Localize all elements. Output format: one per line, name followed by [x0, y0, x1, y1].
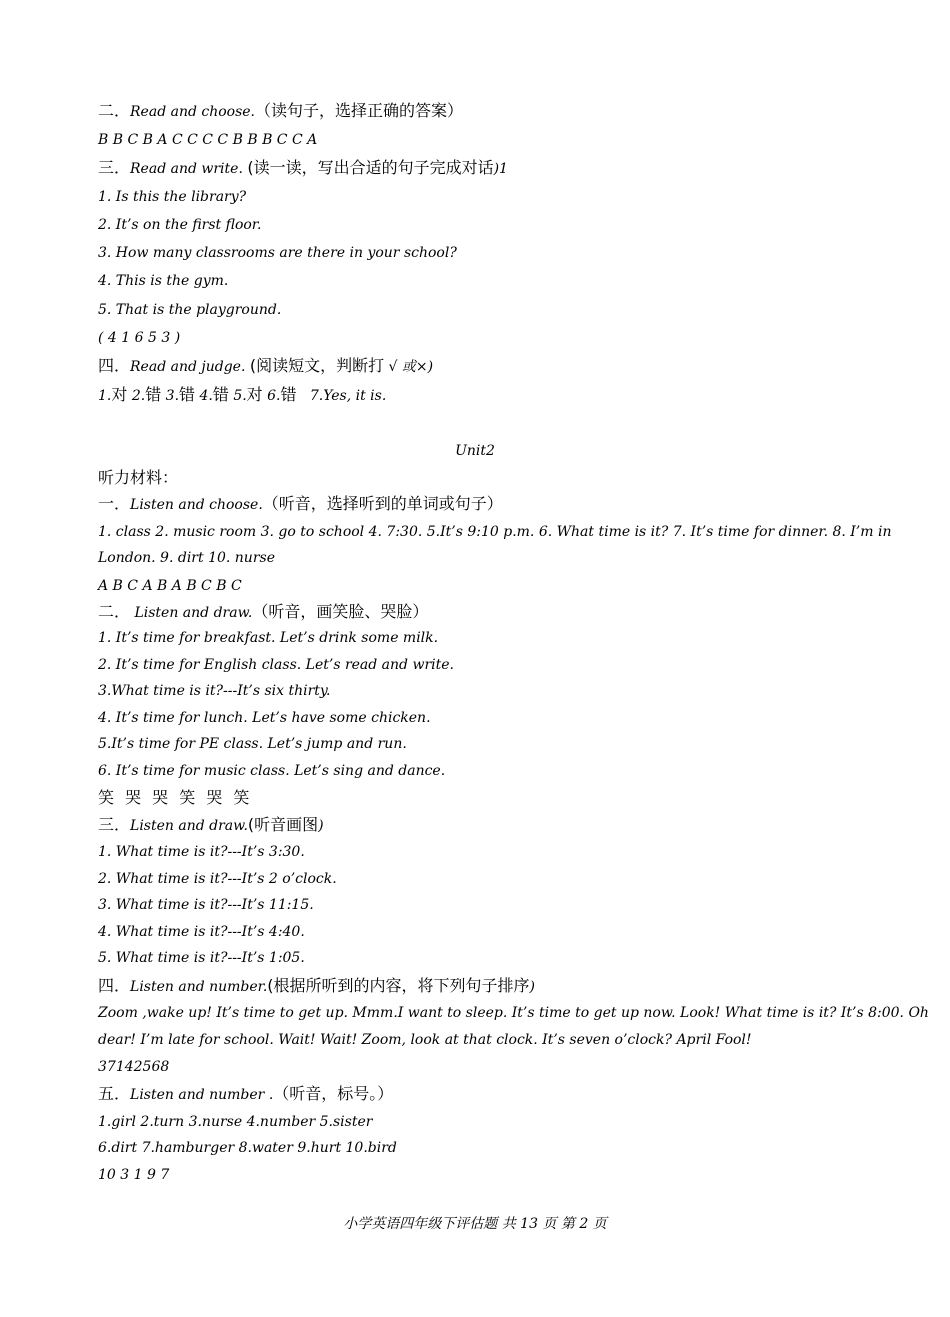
sentence-line: dear! I’m late for school. Wait! Wait! Zoom, look at that clock. It’s seven o’clock? April Fool! — [98, 1032, 752, 1048]
answer-line: A B C A B A B C B C — [98, 578, 242, 594]
section-heading: 四．Listen and number.(根据所听到的内容，将下列句子排序) — [98, 976, 536, 995]
sentence-line: 1. What time is it?---It’s 3:30. — [98, 844, 305, 860]
sentence-line: 1. Is this the library? — [98, 189, 247, 205]
sentence-line: 2. It’s on the first floor. — [98, 217, 262, 233]
sentence-line: 2. It’s time for English class. Let’s read and write. — [98, 657, 454, 673]
sentence-line: 4. What time is it?---It’s 4:40. — [98, 924, 305, 940]
sentence-line: 1.girl 2.turn 3.nurse 4.number 5.sister — [98, 1114, 373, 1130]
section-heading: 五．Listen and number .（听音，标号。） — [98, 1084, 394, 1103]
section-heading: 二．Read and choose.（读句子，选择正确的答案） — [98, 101, 464, 120]
sentence-line: 6. It’s time for music class. Let’s sing and dance. — [98, 763, 446, 779]
sentence-line: 1. class 2. music room 3. go to school 4. 7:30. 5.It’s 9:10 p.m. 6. What time is it? 7. It’s time for dinner. 8. I’m in — [98, 524, 892, 540]
sentence-line: 5. That is the playground. — [98, 302, 282, 318]
answer-line: 10 3 1 9 7 — [98, 1167, 170, 1183]
sentence-line: 2. What time is it?---It’s 2 o’clock. — [98, 871, 337, 887]
judge-answers: 1.对 2.错 3.错 4.错 5.对 6.错 7.Yes, it is. — [98, 385, 387, 404]
section-heading: 三．Read and write. (读一读，写出合适的句子完成对话)1 — [98, 158, 508, 177]
answer-line: B B C B A C C C C B B B C C A — [98, 132, 318, 148]
sentence-line: 3. What time is it?---It’s 11:15. — [98, 897, 314, 913]
section-heading: 二． Listen and draw.（听音，画笑脸、哭脸） — [98, 602, 429, 621]
sentence-line: 3.What time is it?---It’s six thirty. — [98, 683, 331, 699]
sentence-line: London. 9. dirt 10. nurse — [98, 550, 275, 566]
sentence-line: Zoom ,wake up! It’s time to get up. Mmm.I want to sleep. It’s time to get up now. Look! What time is it? It’s 8:00. Oh — [98, 1005, 929, 1021]
section-heading: 一．Listen and choose.（听音，选择听到的单词或句子） — [98, 494, 503, 513]
sentence-line: 3. How many classrooms are there in your school? — [98, 245, 457, 261]
section-heading: 四．Read and judge. (阅读短文，判断打 √ 或×) — [98, 356, 434, 375]
unit-title: Unit2 — [455, 443, 495, 459]
answer-line: ( 4 1 6 5 3 ) — [98, 330, 181, 346]
section-heading: 三．Listen and draw.(听音画图) — [98, 815, 324, 834]
sentence-line: 6.dirt 7.hamburger 8.water 9.hurt 10.bird — [98, 1140, 397, 1156]
page-footer: 小学英语四年级下评估题 共 13 页 第 2 页 — [343, 1216, 607, 1232]
sentence-line: 5. What time is it?---It’s 1:05. — [98, 950, 305, 966]
answer-line: 笑 哭 哭 笑 哭 笑 — [98, 788, 253, 807]
sentence-line: 1. It’s time for breakfast. Let’s drink some milk. — [98, 630, 439, 646]
sentence-line: 4. This is the gym. — [98, 273, 229, 289]
answer-line: 37142568 — [98, 1059, 170, 1075]
sentence-line: 5.It’s time for PE class. Let’s jump and run. — [98, 736, 407, 752]
sentence-line: 4. It’s time for lunch. Let’s have some chicken. — [98, 710, 431, 726]
listening-material-label: 听力材料： — [98, 468, 179, 487]
